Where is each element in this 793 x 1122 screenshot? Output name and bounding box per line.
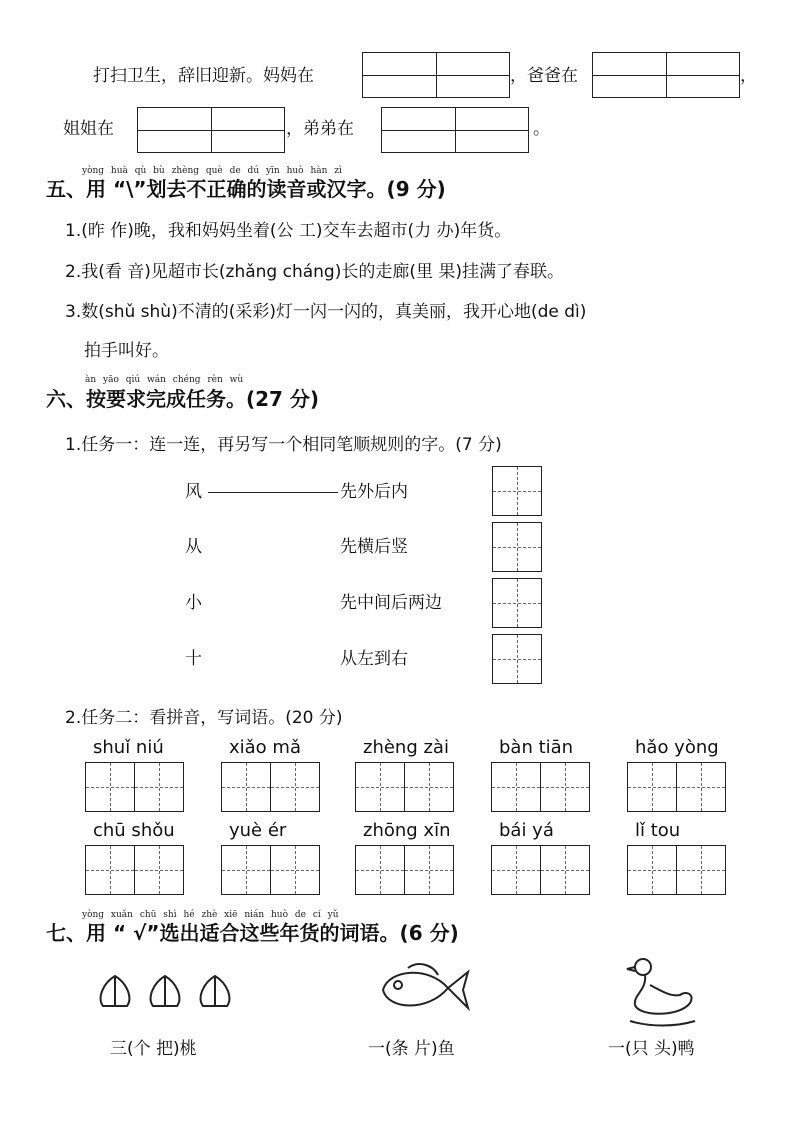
tianzige-box[interactable] [221,762,271,812]
fish-icon [378,960,473,1020]
tianzige-box[interactable] [491,845,541,895]
word-writing-boxes[interactable] [85,762,183,812]
word-pinyin: hǎo yòng [635,737,719,758]
word-pinyin: bàn tiān [499,737,574,758]
duck-icon [625,955,700,1030]
match-right-rule[interactable]: 先横后竖 [340,537,408,557]
tianzige-box[interactable] [221,845,271,895]
tianzige-box[interactable] [627,845,677,895]
word-pinyin: chū shǒu [93,820,175,841]
match-right-rule[interactable]: 先中间后两边 [340,593,442,613]
tianzige-box[interactable] [355,762,405,812]
tianzige-box[interactable] [676,762,726,812]
question-item: 3.数(shǔ shù)不清的(采彩)灯一闪一闪的，真美丽，我开心地(de dì) [65,302,587,322]
writing-box[interactable] [362,52,510,98]
tianzige-box[interactable] [134,762,184,812]
tianzige-box[interactable] [492,634,542,684]
section-5-title: 五、用 “\”划去不正确的读音或汉字。(9 分) [46,177,446,201]
tianzige-box[interactable] [492,466,542,516]
task-2-title: 2.任务二：看拼音，写词语。(20 分) [65,708,343,728]
tianzige-box[interactable] [270,762,320,812]
heading-pinyin: yòng huà qù bù zhèng què de dú yīn huò hàn zì [82,166,342,176]
tianzige-box[interactable] [404,845,454,895]
task-1-title: 1.任务一：连一连，再另写一个相同笔顺规则的字。(7 分) [65,435,502,455]
question-item: 1.(昨 作)晚，我和妈妈坐着(公 工)交车去超市(力 办)年货。 [65,221,512,241]
fill-text: ，爸爸在 [510,66,578,86]
word-writing-boxes[interactable] [221,762,319,812]
word-writing-boxes[interactable] [355,762,453,812]
writing-box[interactable] [381,107,529,153]
tianzige-box[interactable] [404,762,454,812]
tianzige-box[interactable] [627,762,677,812]
tianzige-box[interactable] [540,762,590,812]
tianzige-box[interactable] [676,845,726,895]
match-right-rule[interactable]: 从左到右 [340,649,408,669]
match-left-char[interactable]: 风 [185,482,202,502]
question-item: 2.我(看 音)见超市长(zhǎng cháng)长的走廊(里 果)挂满了春联。 [65,262,565,282]
tianzige-box[interactable] [492,578,542,628]
tianzige-box[interactable] [355,845,405,895]
section-7-title: 七、用 “ √”选出适合这些年货的词语。(6 分) [46,921,459,945]
peach-icon [95,968,255,1013]
choice-label: 一(条 片)鱼 [368,1039,455,1059]
match-left-char[interactable]: 小 [185,593,202,613]
fill-text: ，弟弟在 [286,119,354,139]
word-writing-boxes[interactable] [627,845,725,895]
word-writing-boxes[interactable] [85,845,183,895]
fill-text: 姐姐在 [63,119,114,139]
choice-label: 三(个 把)桃 [110,1039,197,1059]
tianzige-box[interactable] [492,522,542,572]
tianzige-box[interactable] [85,845,135,895]
tianzige-box[interactable] [270,845,320,895]
tianzige-box[interactable] [85,762,135,812]
word-writing-boxes[interactable] [221,845,319,895]
match-line [208,492,338,493]
section-6-title: 六、按要求完成任务。(27 分) [46,387,320,411]
match-left-char[interactable]: 从 [185,537,202,557]
word-pinyin: yuè ér [229,820,287,841]
word-writing-boxes[interactable] [491,762,589,812]
writing-box[interactable] [137,107,285,153]
word-pinyin: bái yá [499,820,554,841]
fill-text: ， [740,66,757,86]
fill-text: 打扫卫生，辞旧迎新。妈妈在 [93,66,314,86]
word-writing-boxes[interactable] [491,845,589,895]
tianzige-box[interactable] [540,845,590,895]
writing-box[interactable] [592,52,740,98]
heading-pinyin: yòng xuǎn chū shì hé zhè xiē nián huò de cí yǔ [82,910,339,920]
choice-label: 一(只 头)鸭 [608,1039,695,1059]
tianzige-box[interactable] [491,762,541,812]
word-writing-boxes[interactable] [355,845,453,895]
match-right-rule[interactable]: 先外后内 [340,482,408,502]
fill-text: 。 [533,119,550,139]
word-pinyin: xiǎo mǎ [229,737,301,758]
word-pinyin: shuǐ niú [93,737,164,758]
word-writing-boxes[interactable] [627,762,725,812]
match-left-char[interactable]: 十 [185,649,202,669]
word-pinyin: zhōng xīn [363,820,451,841]
heading-pinyin: àn yāo qiú wán chéng rèn wù [85,375,244,385]
tianzige-box[interactable] [134,845,184,895]
word-pinyin: lǐ tou [635,820,681,841]
word-pinyin: zhèng zài [363,737,449,758]
question-item: 拍手叫好。 [84,341,169,361]
